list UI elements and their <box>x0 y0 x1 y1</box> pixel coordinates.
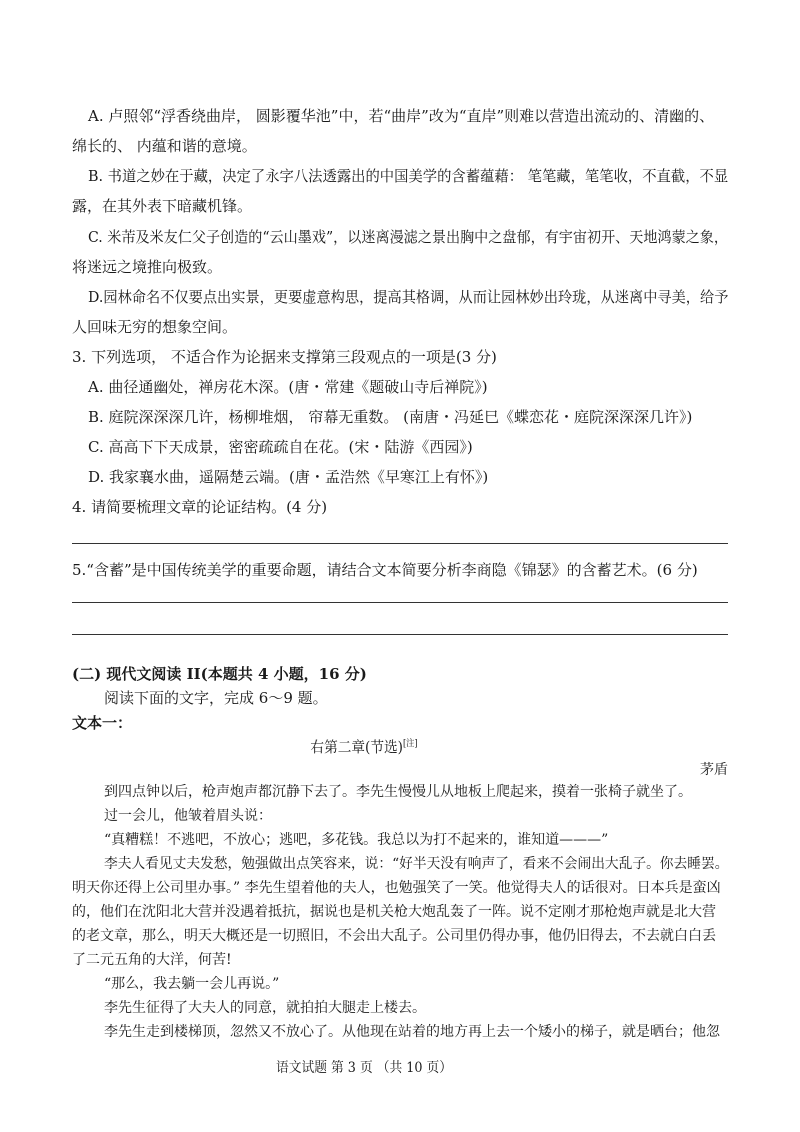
q3-option-c: C. 高高下下天成景，密密疏疏自在花。(宋・陆游《西园》) <box>88 438 473 456</box>
section2-instruction: 阅读下面的文字，完成 6～9 题。 <box>104 689 328 707</box>
q2-option-d-line1: D.园林命名不仅要点出实景，更要虚意构思，提高其格调，从而让园林妙出玲珑，从迷离中寻美，给予 <box>88 288 729 306</box>
q2-option-c-line1: C. 米芾及米友仁父子创造的“云山墨戏”，以迷离漫滤之景出胸中之盘郁，有宇宙初开、天地鸿蒙之象， <box>88 228 728 246</box>
story-paragraph: 的老文章，那么，明天大概还是一切照旧，不会出大乱子。公司里仍得办事，他仍旧得去，不去就白白丢 <box>72 928 716 944</box>
page-footer: 语文试题 第 3 页 （共 10 页） <box>275 1060 453 1076</box>
story-title <box>0 734 728 757</box>
q2-option-d-line2: 人回味无穷的想象空间。 <box>72 318 238 336</box>
q2-option-c-line2: 将迷远之境推向极致。 <box>72 258 223 276</box>
story-title-text: 右第二章(节选) <box>310 738 403 756</box>
q4-answer-line[interactable] <box>72 543 728 544</box>
q2-option-a-line1: A. 卢照邻“浮香绕曲岸， 圆影覆华池”中，若“曲岸”改为“直岸”则难以营造出流动的、清幽的、 <box>88 107 715 125</box>
story-footnote-mark: [注] <box>402 739 418 749</box>
q3-option-a: A. 曲径通幽处，禅房花木深。(唐・常建《题破山寺后禅院》) <box>88 378 488 396</box>
q2-option-b-line2: 露，在其外表下暗藏机锋。 <box>72 197 253 215</box>
story-paragraph: 李先生征得了大夫人的同意，就拍拍大腿走上楼去。 <box>104 1000 426 1016</box>
q5-answer-line-2[interactable] <box>72 634 728 635</box>
story-paragraph: 过一会儿，他皱着眉头说： <box>104 808 272 824</box>
story-paragraph: 了二元五角的大洋，何苦! <box>72 952 232 968</box>
q2-option-a-line2: 绵长的、 内蕴和谐的意境。 <box>72 137 257 155</box>
story-paragraph: “那么，我去躺一会儿再说。” <box>104 976 280 992</box>
story-paragraph: 到四点钟以后，枪声炮声都沉静下去了。李先生慢慢儿从地板上爬起来，摸着一张椅子就坐了。 <box>104 784 692 800</box>
text-one-label: 文本一： <box>72 714 133 732</box>
q2-option-b-line1: B. 书道之妙在于藏，决定了永字八法透露出的中国美学的含蓄蕴藉： 笔笔藏，笔笔收，不直截，不显 <box>88 167 729 185</box>
q3-stem: 3. 下列选项， 不适合作为论据来支撑第三段观点的一项是(3 分) <box>72 348 497 366</box>
q3-option-b: B. 庭院深深深几许，杨柳堆烟， 帘幕无重数。 (南唐・冯延巳《蝶恋花・庭院深深深几许》) <box>88 408 693 426</box>
story-author: 茅盾 <box>700 762 728 778</box>
q5-answer-line-1[interactable] <box>72 602 728 603</box>
story-paragraph: 李先生走到楼梯顶，忽然又不放心了。从他现在站着的地方再上去一个矮小的梯子，就是晒台；他忽 <box>104 1024 720 1040</box>
q3-option-d: D. 我家襄水曲，遥隔楚云端。(唐・孟浩然《早寒江上有怀》) <box>88 468 489 486</box>
story-paragraph: 的，他们在沈阳北大营并没遇着抵抗，据说也是机关枪大炮乱轰了一阵。说不定刚才那枪炮声就是北大营 <box>72 904 716 920</box>
section2-heading: (二) 现代文阅读 II(本题共 4 小题，16 分) <box>72 665 367 683</box>
story-paragraph: 明天你还得上公司里办事。” 李先生望着他的夫人，也勉强笑了一笑。他觉得夫人的话很对。日本兵是蛮凶 <box>72 880 721 896</box>
story-paragraph: “真糟糕！不逃吧，不放心；逃吧，多花钱。我总以为打不起来的，谁知道———” <box>104 832 609 848</box>
story-paragraph: 李夫人看见丈夫发愁，勉强做出点笑容来，说：“好半天没有响声了，看来不会闹出大乱子。你去睡罢。 <box>104 856 729 872</box>
q4-stem: 4. 请简要梳理文章的论证结构。(4 分) <box>72 498 328 516</box>
q5-stem: 5.“含蓄”是中国传统美学的重要命题，请结合文本简要分析李商隐《锦瑟》的含蓄艺术。(6 分) <box>72 561 698 579</box>
